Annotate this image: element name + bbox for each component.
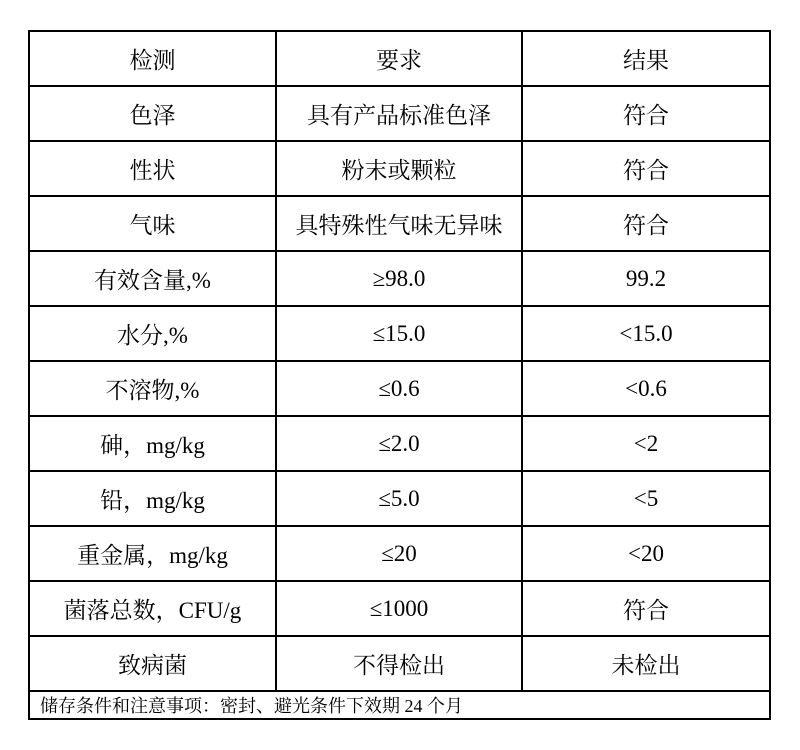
cell-item: 重金属，mg/kg xyxy=(29,526,276,581)
cell-requirement: ≥98.0 xyxy=(276,251,522,306)
cell-requirement: ≤20 xyxy=(276,526,522,581)
cell-item: 铅，mg/kg xyxy=(29,471,276,526)
cell-result: <5 xyxy=(522,471,770,526)
cell-result: 符合 xyxy=(522,141,770,196)
cell-item: 色泽 xyxy=(29,86,276,141)
table-row xyxy=(29,636,770,691)
cell-result: <15.0 xyxy=(522,306,770,361)
cell-result: <2 xyxy=(522,416,770,471)
cell-item: 水分,% xyxy=(29,306,276,361)
table-row xyxy=(29,306,770,361)
header-cell-test: 检测 xyxy=(29,31,276,86)
table-row xyxy=(29,86,770,141)
cell-requirement: 具有产品标准色泽 xyxy=(276,86,522,141)
cell-result: <20 xyxy=(522,526,770,581)
cell-item: 气味 xyxy=(29,196,276,251)
cell-item: 性状 xyxy=(29,141,276,196)
table-row xyxy=(29,141,770,196)
cell-result: 99.2 xyxy=(522,251,770,306)
table-row xyxy=(29,196,770,251)
cell-result: <0.6 xyxy=(522,361,770,416)
cell-requirement: ≤0.6 xyxy=(276,361,522,416)
table-row xyxy=(29,471,770,526)
table-row xyxy=(29,416,770,471)
storage-note: 储存条件和注意事项：密封、避光条件下效期 24 个月 xyxy=(29,691,770,719)
cell-requirement: ≤15.0 xyxy=(276,306,522,361)
cell-item: 不溶物,% xyxy=(29,361,276,416)
table-row xyxy=(29,581,770,636)
inspection-table xyxy=(28,30,771,720)
table-row xyxy=(29,526,770,581)
cell-item: 致病菌 xyxy=(29,636,276,691)
cell-requirement: 不得检出 xyxy=(276,636,522,691)
cell-result: 未检出 xyxy=(522,636,770,691)
cell-requirement: 具特殊性气味无异味 xyxy=(276,196,522,251)
cell-item: 菌落总数，CFU/g xyxy=(29,581,276,636)
cell-requirement: ≤1000 xyxy=(276,581,522,636)
table-footer-row xyxy=(29,691,770,719)
cell-requirement: ≤2.0 xyxy=(276,416,522,471)
cell-requirement: ≤5.0 xyxy=(276,471,522,526)
table-row xyxy=(29,361,770,416)
cell-result: 符合 xyxy=(522,581,770,636)
header-cell-requirement: 要求 xyxy=(276,31,522,86)
cell-item: 有效含量,% xyxy=(29,251,276,306)
header-cell-result: 结果 xyxy=(522,31,770,86)
cell-result: 符合 xyxy=(522,196,770,251)
cell-item: 砷，mg/kg xyxy=(29,416,276,471)
cell-requirement: 粉末或颗粒 xyxy=(276,141,522,196)
table-row xyxy=(29,251,770,306)
cell-result: 符合 xyxy=(522,86,770,141)
table-header-row xyxy=(29,31,770,86)
